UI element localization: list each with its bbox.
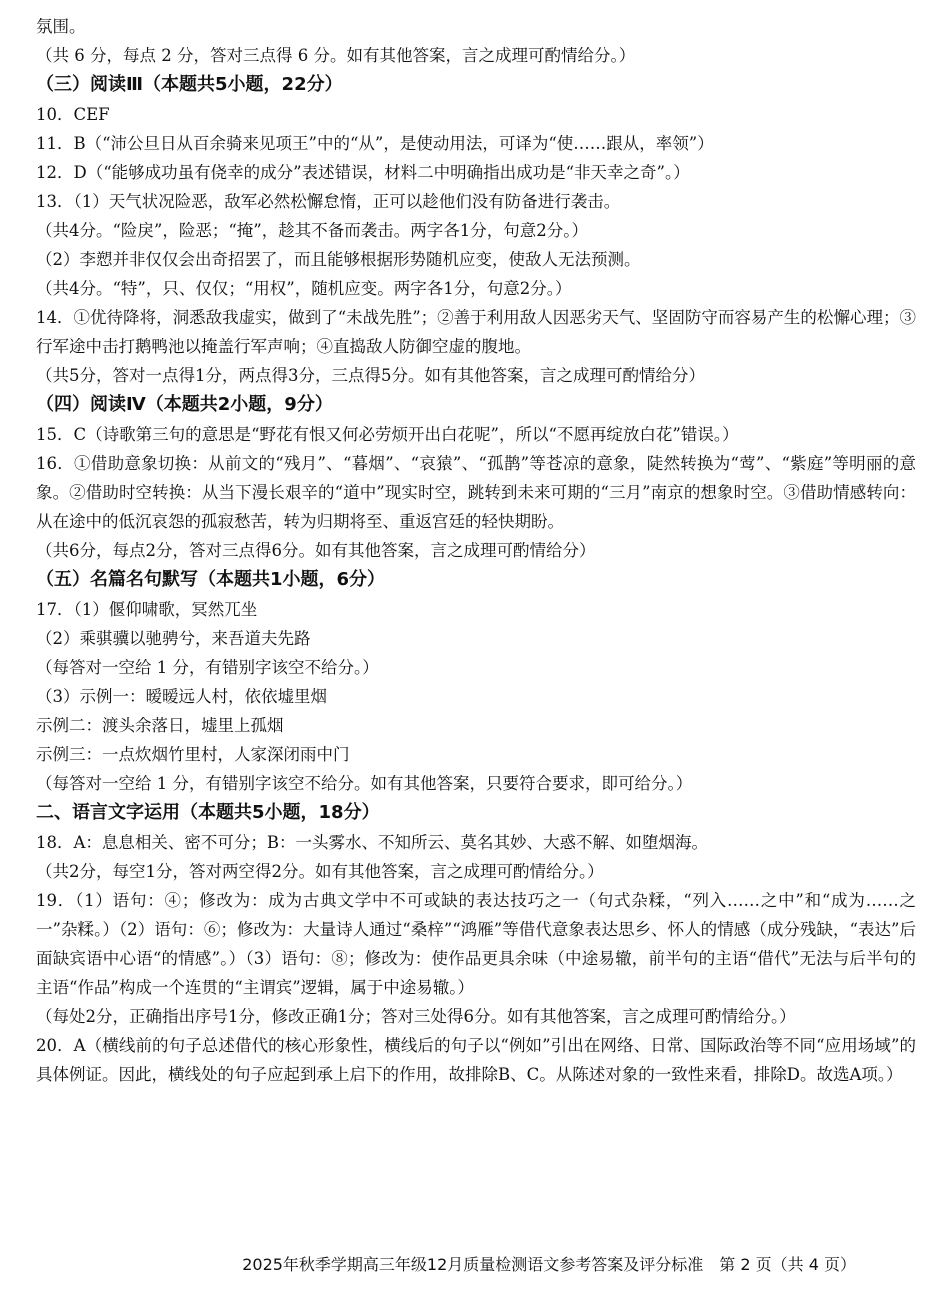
answer-line: 16．①借助意象切换：从前文的“残月”、“暮烟”、“哀猿”、“孤鹊”等苍凉的意象，陡然转换为“莺”、“紫庭”等明丽的意象。②借助时空转换：从当下漫长艰辛的“道中”现实时空，跳转到未来可期的“三月”南京的想象时空。③借助情感转向：从在途中的低沉哀怨的孤寂愁苦，转为归期将至、重返宫廷的轻快期盼。: [36, 454, 916, 531]
answer-line: 17．（1）偃仰啸歌，冥然兀坐: [36, 600, 258, 619]
section-heading: 二、语言文字运用（本题共5小题，18分）: [36, 802, 380, 823]
page-footer: 2025年秋季学期高三年级12月质量检测语文参考答案及评分标准 第 2 页（共 4 页）: [242, 1255, 856, 1274]
answer-line: 10．CEF: [36, 105, 110, 124]
answer-line: （共4分。“险戾”，险恶；“掩”，趁其不备而袭击。两字各1分，句意2分。）: [36, 221, 588, 240]
section-heading: （五）名篇名句默写（本题共1小题，6分）: [36, 569, 386, 590]
answer-line: 20．A（横线前的句子总述借代的核心形象性，横线后的句子以“例如”引出在网络、日常、国际政治等不同“应用场域”的具体例证。因此，横线处的句子应起到承上启下的作用，故排除B、C。从陈述对象的一致性来看，排除D。故选A项。）: [36, 1036, 916, 1084]
answer-key-body: [36, 12, 916, 1089]
answer-line: 19．（1）语句：④；修改为：成为古典文学中不可或缺的表达技巧之一（句式杂糅，“列入……之中”和“成为……之一”杂糅。）（2）语句：⑥；修改为：大量诗人通过“桑梓”“鸿雁”等借代意象表达思乡、怀人的情感（成分残缺，“表达”后面缺宾语中心语“的情感”。）（3）语句：⑧；修改为：使作品更具余味（中途易辙，前半句的主语“借代”无法与后半句的主语“作品”构成一个连贯的“主谓宾”逻辑，属于中途易辙。）: [36, 891, 916, 997]
answer-line: （3）示例一：暧暧远人村，依依墟里烟: [36, 687, 327, 706]
answer-line: （每处2分，正确指出序号1分，修改正确1分；答对三处得6分。如有其他答案，言之成理可酌情给分。）: [36, 1007, 796, 1026]
answer-line: 12．D（“能够成功虽有侥幸的成分”表述错误，材料二中明确指出成功是“非天幸之奇”。）: [36, 163, 690, 182]
answer-line: （每答对一空给 1 分，有错别字该空不给分。）: [36, 658, 379, 677]
answer-line: （共5分，答对一点得1分，两点得3分，三点得5分。如有其他答案，言之成理可酌情给分）: [36, 366, 705, 385]
section-heading: （三）阅读Ⅲ（本题共5小题，22分）: [36, 74, 343, 95]
answer-line: 18．A：息息相关、密不可分；B：一头雾水、不知所云、莫名其妙、大惑不解、如堕烟海。: [36, 833, 709, 852]
answer-line: 14．①优待降将，洞悉敌我虚实，做到了“未战先胜”；②善于利用敌人因恶劣天气、坚固防守而容易产生的松懈心理；③行军途中击打鹅鸭池以掩盖行军声响；④直捣敌人防御空虚的腹地。: [36, 308, 916, 356]
answer-line: 示例三：一点炊烟竹里村，人家深闭雨中门: [36, 745, 350, 764]
answer-line: 11．B（“沛公旦日从百余骑来见项王”中的“从”，是使动用法，可译为“使……跟从，率领”）: [36, 134, 714, 153]
answer-line: 示例二：渡头余落日，墟里上孤烟: [36, 716, 284, 735]
answer-line: （2）乘骐骥以驰骋兮，来吾道夫先路: [36, 629, 311, 648]
answer-line: 氛围。: [36, 17, 86, 36]
answer-line: （2）李愬并非仅仅会出奇招罢了，而且能够根据形势随机应变，使敌人无法预测。: [36, 250, 641, 269]
answer-line: 15．C（诗歌第三句的意思是“野花有恨又何必劳烦开出白花呢”，所以“不愿再绽放白花”错误。）: [36, 425, 739, 444]
section-heading: （四）阅读Ⅳ（本题共2小题，9分）: [36, 394, 333, 415]
answer-line: （共6分，每点2分，答对三点得6分。如有其他答案，言之成理可酌情给分）: [36, 541, 596, 560]
answer-line: （每答对一空给 1 分，有错别字该空不给分。如有其他答案，只要符合要求，即可给分。）: [36, 774, 693, 793]
answer-line: （共2分，每空1分，答对两空得2分。如有其他答案，言之成理可酌情给分。）: [36, 862, 604, 881]
answer-line: （共 6 分，每点 2 分，答对三点得 6 分。如有其他答案，言之成理可酌情给分。）: [36, 46, 636, 65]
answer-line: 13．（1）天气状况险恶，敌军必然松懈怠惰，正可以趁他们没有防备进行袭击。: [36, 192, 621, 211]
answer-line: （共4分。“特”，只、仅仅；“用权”，随机应变。两字各1分，句意2分。）: [36, 279, 572, 298]
